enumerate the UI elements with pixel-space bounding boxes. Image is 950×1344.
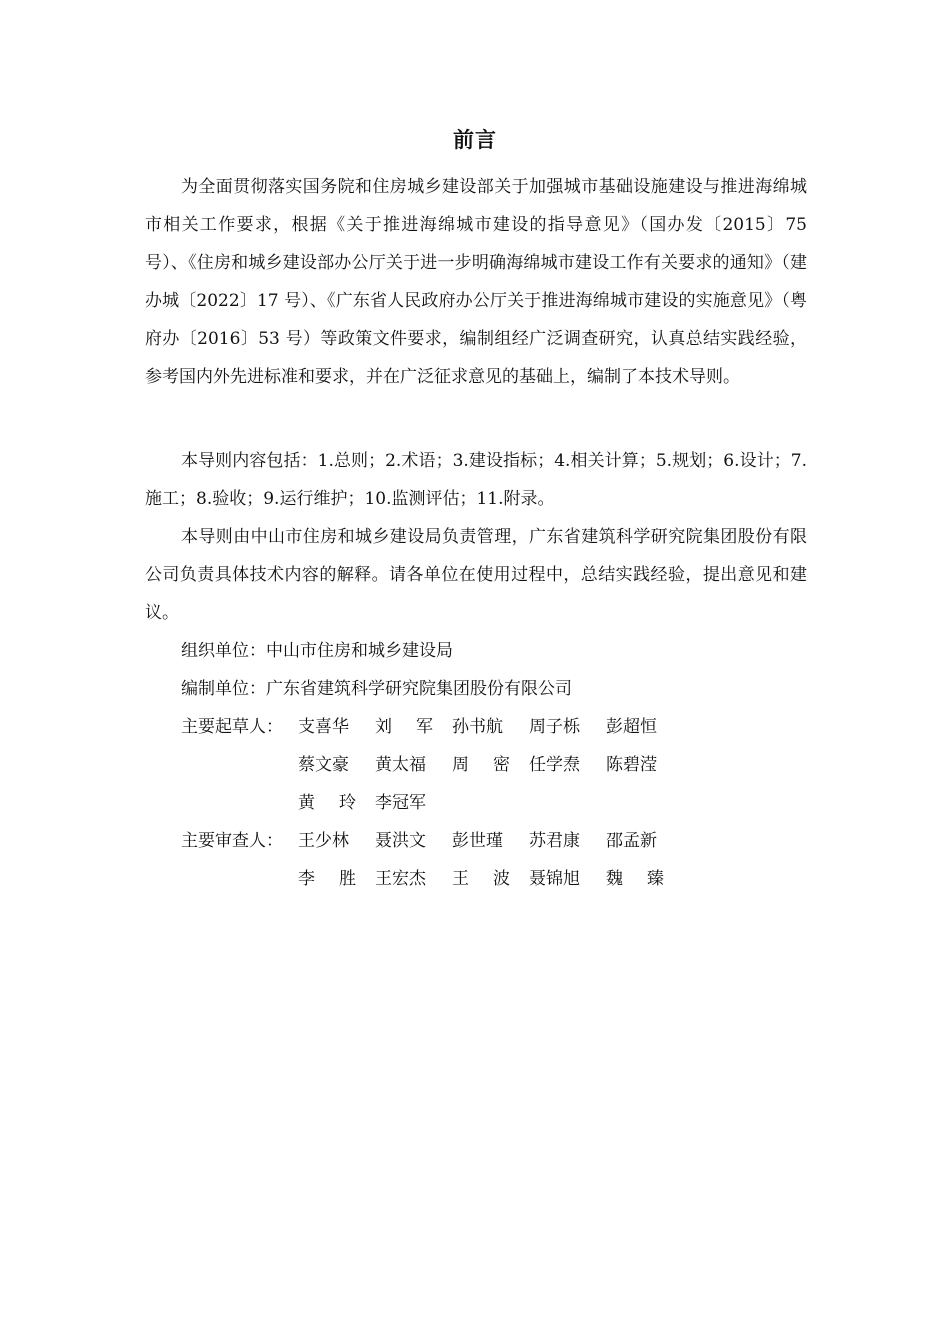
reviewer-name: 邵孟新 — [606, 831, 657, 851]
reviewer-name: 聂洪文 — [375, 831, 426, 851]
preface-paragraph-3: 本导则由中山市住房和城乡建设局负责管理，广东省建筑科学研究院集团股份有限公司负责具体技术内容的解释。请各单位在使用过程中，总结实践经验，提出意见和建议。 — [145, 527, 807, 623]
reviewer-name: 彭世瑾 — [452, 831, 503, 851]
drafter-name: 陈碧滢 — [606, 755, 657, 775]
reviewer-name: 李 胜 — [298, 869, 356, 889]
drafters-label: 主要起草人： — [181, 717, 283, 737]
preface-paragraph-2: 本导则内容包括：1.总则；2.术语；3.建设指标；4.相关计算；5.规划；6.设计；7.施工；8.验收；9.运行维护；10.监测评估；11.附录。 — [145, 451, 807, 509]
drafter-name: 李冠军 — [375, 793, 426, 813]
reviewer-name: 王少林 — [298, 831, 349, 851]
reviewer-name: 聂锦旭 — [529, 869, 580, 889]
reviewer-name: 苏君康 — [529, 831, 580, 851]
reviewers-label: 主要审查人： — [181, 831, 283, 851]
reviewer-name: 魏 臻 — [606, 869, 664, 889]
preface-paragraph-1: 为全面贯彻落实国务院和住房城乡建设部关于加强城市基础设施建设与推进海绵城市相关工作要求，根据《关于推进海绵城市建设的指导意见》（国办发〔2015〕75 号）、《住房和城乡建设部办公厅关于进一步明确海绵城市建设工作有关要求的通知》（建办城〔2022〕17 号）、《广东省人民政府办公厅关于推进海绵城市建设的实施意见》（粤府办〔2016〕53 号）等政策文件要求，编制组经广泛调查研究，认真总结实践经验，参考国内外先进标准和要求，并在广泛征求意见的基础上，编制了本技术导则。 — [145, 177, 807, 387]
drafter-name: 周 密 — [452, 755, 510, 775]
drafter-name: 黄 玲 — [298, 793, 356, 813]
drafter-name: 孙书航 — [452, 717, 503, 737]
drafter-name: 彭超恒 — [606, 717, 657, 737]
drafter-name: 黄太福 — [375, 755, 426, 775]
drafter-name: 蔡文豪 — [298, 755, 349, 775]
drafter-name: 周子栎 — [529, 717, 580, 737]
organizer-line: 组织单位：中山市住房和城乡建设局 — [181, 641, 453, 661]
reviewer-name: 王宏杰 — [375, 869, 426, 889]
editor-line: 编制单位：广东省建筑科学研究院集团股份有限公司 — [181, 679, 572, 699]
drafter-name: 刘 军 — [375, 717, 433, 737]
drafter-name: 支喜华 — [298, 717, 349, 737]
drafter-name: 任学焘 — [529, 755, 580, 775]
page-title: 前言 — [453, 128, 497, 152]
reviewer-name: 王 波 — [452, 869, 510, 889]
